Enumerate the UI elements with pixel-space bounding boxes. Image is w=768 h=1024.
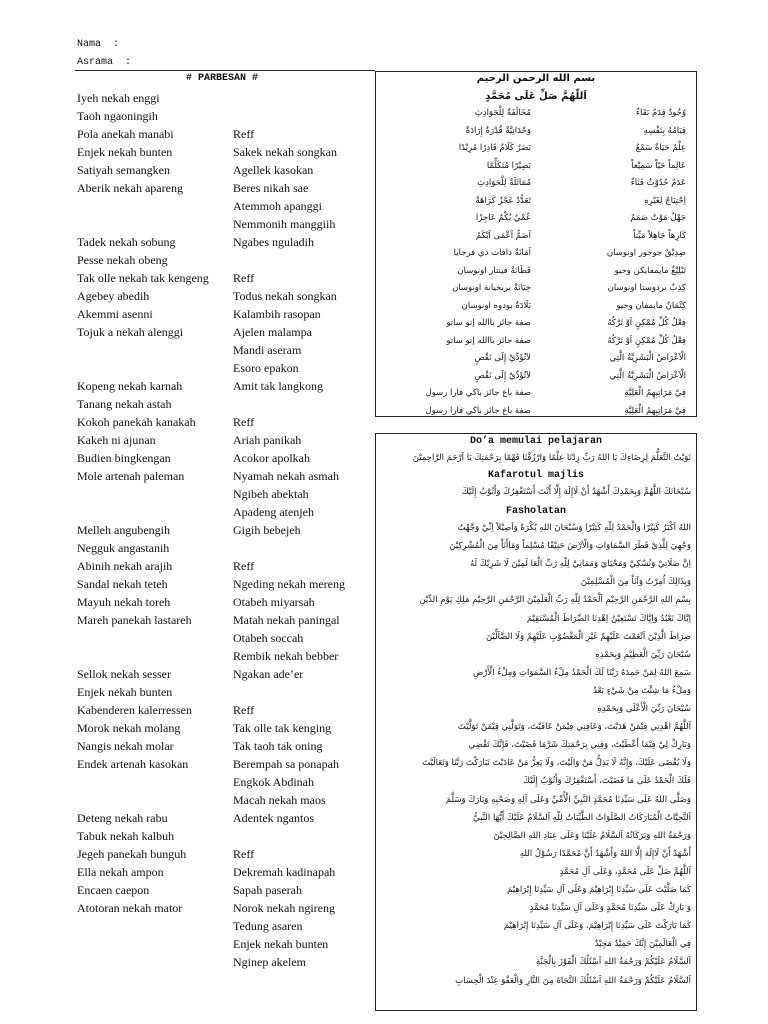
prayer-line: سُبْحَانَ رَبِّيَ الْأَعْلَى وَبِحَمْدِهِ bbox=[597, 704, 691, 714]
phrase-right: Acokor apolkah bbox=[233, 451, 310, 465]
sifat-right: كَارِهاً جَاهِلاً مَيِّتاً bbox=[633, 230, 686, 241]
sifat-right: الْاَعْرَاضُ الْبَشَرِيَّةُ الَّتِي bbox=[609, 353, 686, 363]
phrase-right: Agellek kasokan bbox=[233, 163, 314, 177]
sifat-right: الْاَعْرَاضُ الْبَشَرِيَّةُ الَّتِي bbox=[609, 370, 686, 381]
kafarat-title: Kafarotul majlis bbox=[487, 470, 584, 481]
phrase-right: Tedung asaren bbox=[233, 919, 303, 933]
sifat-right: قِيَامُهُ بِنَفْسِهِ bbox=[643, 125, 686, 136]
prayer-line: سَمِعَ اللهُ لِمَنْ حَمِدَهُ رَبَّنَا لَكَ الْحَمْدُ مِلْءُ السَّمَوَاتِ وَمِلْءُ الْأَرْضِ bbox=[472, 667, 691, 678]
sifat-right: كِذِبٌ بردوستا اونوسان bbox=[607, 283, 686, 293]
name-label: Nama bbox=[77, 39, 102, 50]
phrase-left: Tojuk a nekah alenggi bbox=[77, 325, 184, 339]
dorm-colon: : bbox=[125, 57, 132, 68]
phrase-left: Kokoh panekah kanakah bbox=[77, 415, 196, 429]
prayer-line: صِرَاطَ الَّذِيْنَ اَنْعَمْتَ عَلَيْهِمْ غَيْرِ الْمَغْضُوْبِ عَلَيْهِمْ وَلَا الضَّآلِّيْنَ bbox=[485, 631, 691, 642]
phrase-left: Sandal nekah teteh bbox=[77, 577, 168, 591]
sifat-right: فِيْ مَرَاتِبِهِمُ الْعَلِيَّةِ bbox=[624, 405, 686, 416]
sifat-right: كِتْمَانٌ مايمفان وحيو bbox=[616, 300, 686, 311]
sifat-left: صفة باغ جائز باڬي فارا رسول bbox=[425, 405, 531, 416]
fasholatan-title: Fasholatan bbox=[505, 506, 566, 517]
phrase-right: Matah nekah paningal bbox=[233, 613, 340, 627]
sifat-right: عَدَمٌ حُدُوْثٌ فَنَاءٌ bbox=[630, 178, 686, 188]
phrase-right: Kalambih rasopan bbox=[233, 307, 321, 321]
phrase-right: Todus nekah songkan bbox=[233, 289, 337, 303]
prayer-line: وَمِلْءُ مَا شِئْتَ مِنْ شَيْءٍ بَعْدُ bbox=[593, 685, 691, 696]
sifat-right: فِيْ مَرَاتِبِهِمُ الْعَلِيَّةِ bbox=[624, 388, 686, 398]
phrase-right: Enjek nekah bunten bbox=[233, 937, 329, 951]
phrase-left: Encaen caepon bbox=[77, 883, 150, 897]
sifat-right: جَهْلٌ مَوْتٌ صَمَمٌ bbox=[630, 213, 686, 223]
prayer-line: وَ بَارِكْ عَلَى سَيِّدِنَا مُحَمَّدٍ وَعَلَى آلِ سَيِّدِنَا مُحَمَّدٍ bbox=[529, 903, 691, 914]
phrase-right: Ajelen malampa bbox=[233, 325, 312, 339]
phrase-left: Ella nekah ampon bbox=[77, 865, 164, 879]
kafarat-text: سُبْحَانَكَ اللَّهُمَّ وَبِحَمْدِكَ أَشْهَدُ أَنْ لَاإِلَهَ إِلَّا أَنْتَ أَسْتَغْفِرُكَ وَأَتُوْبُ إِلَيْكَ bbox=[461, 487, 691, 497]
parbesan-title: # PARBESAN # bbox=[186, 73, 259, 84]
prayer-line: سُبْحَانَ رَبِّيَ الْعَظِيْمِ وَبِحَمْدِهِ bbox=[595, 649, 691, 660]
phrase-right: Reff bbox=[233, 127, 255, 141]
phrase-left: Deteng nekah rabu bbox=[77, 811, 168, 825]
phrase-left: Negguk angastanih bbox=[77, 541, 170, 555]
doa-text: نَوَيْتُ التَّعَلُّمَ لِرِضَاءِكَ يَا اللهُ رَبِّ زِدْنَا عِلْمًا وَارْزُقْنَا فَهْمًا بِرَحْمَتِكَ يَا اَرْحَمَ الرَّاحِمِيْنَ bbox=[412, 453, 691, 463]
phrase-right: Otabeh soccah bbox=[233, 631, 304, 645]
prayer-box bbox=[375, 433, 697, 1011]
phrase-left: Kakeh ni ajunan bbox=[77, 433, 156, 447]
sifat-left: بَلَادَةٌ بودوه اونوسان bbox=[461, 300, 531, 311]
phrase-right: Mandi aseram bbox=[233, 343, 302, 357]
phrase-left: Mareh panekah lastareh bbox=[77, 613, 192, 627]
sifat-left: صفة جائز باالله إتو ساتو bbox=[446, 318, 531, 328]
sifat-left: لاَتُؤَدِّيْ إِلَى نَقْصٍ bbox=[474, 370, 531, 381]
phrase-right: Macah nekah maos bbox=[233, 793, 326, 807]
phrase-right: Ngabes nguladih bbox=[233, 235, 314, 249]
phrase-left: Tabuk nekah kalbuh bbox=[77, 829, 175, 843]
phrase-left: Aberik nekah apareng bbox=[77, 181, 183, 195]
phrase-left: Kabenderen kalerressen bbox=[77, 703, 192, 717]
prayer-line: فِي الْعَالَمِيْنَ إِنَّكَ حَمِيْدٌ مَجِيْدٌ bbox=[594, 939, 691, 950]
phrase-right: Beres nikah sae bbox=[233, 181, 309, 195]
prayer-line: وَلَا يُقْضَى عَلَيْكَ، وَإِنَّهُ لَا يَذِلُّ مَنْ وَالَيْتَ، وَلَا يَعِزُّ مَنْ عَادَيْتَ تَبَارَكْتَ رَبَّنَا وَتَعَالَيْتَ bbox=[422, 758, 691, 769]
sifat-right: عَالِماً حَيّاً سَمِيْعاً bbox=[631, 160, 686, 171]
sifat-left: صفة جائز باالله إتو ساتو bbox=[446, 335, 531, 346]
phrase-left: Endek artenah kasokan bbox=[77, 757, 189, 771]
prayer-line: اَللَّهُمَّ صَلِّ عَلَى مُحَمَّدٍ، وَعَلَى آلِ مُحَمَّدٍ bbox=[559, 866, 691, 877]
phrase-right: Gigih bebejeh bbox=[233, 523, 301, 537]
prayer-line: اِنَّ صَلَاتِيْ وَنُسُكِيْ وَمَحْيَايَ وَمَمَاتِيْ لِلّهِ رَبِّ الْعَا لَمِيْنَ لَا شَرِيْكَ لَهُ bbox=[469, 559, 691, 570]
phrase-right: Nemmonih manggiih bbox=[233, 217, 336, 231]
sifat-left: بَصَرٌ كَلَامٌ قَادِرًا مُرِيْدًا bbox=[458, 143, 531, 153]
phrase-left: Akemmi asenni bbox=[77, 307, 153, 321]
phrase-right: Tak olle tak kenging bbox=[233, 721, 332, 735]
phrase-left: Atotoran nekah mator bbox=[77, 901, 183, 915]
phrase-right: Norok nekah ngireng bbox=[233, 901, 335, 915]
phrase-left: Agebey abedih bbox=[77, 289, 150, 303]
phrase-left: Melleh angubengih bbox=[77, 523, 170, 537]
sifat-left: تَعَدُّدٌ عَجْزٌ كَرَاهَةٌ bbox=[475, 195, 531, 206]
phrase-left: Jegeh panekah bunguh bbox=[77, 847, 187, 861]
phrase-right: Ariah panikah bbox=[233, 433, 302, 447]
sifat-right: صِدِيْقٌ جوجور اونوسان bbox=[606, 248, 686, 258]
phrase-left: Budien bingkengan bbox=[77, 451, 171, 465]
prayer-line: كَمَا صَلَّيْتَ عَلَى سَيِّدِنَا إِبْرَاهِيْمَ وَعَلَى آلِ سَيِّدِنَا إِبْرَاهِيْمَ bbox=[507, 885, 691, 895]
prayer-line: اَلسَّلَامُ عَلَيْكُمْ وَرَحْمَةُ اللهِ اَسْئَلُكَ الْفَوْزَ بِالْجَنَّةِ bbox=[535, 957, 691, 968]
phrase-right: Reff bbox=[233, 703, 255, 717]
prayer-line: فَلَكَ الْحَمْدُ عَلَى مَا قَضَيْتَ، أَسْتَغْفِرُكَ وَأَتُوْبُ إِلَيْكَ bbox=[522, 776, 691, 787]
phrase-right: Berempah sa ponapah bbox=[233, 757, 339, 771]
phrase-left: Mayuh nekah toreh bbox=[77, 595, 171, 609]
prayer-line: كَمَا بَارَكْتَ عَلَى سَيِّدِنَا إِبْرَاهِيْمَ، وَعَلَى آلِ سَيِّدِنَا إِبْرَاهِيْمَ bbox=[503, 921, 691, 932]
phrase-left: Nangis nekah molar bbox=[77, 739, 174, 753]
phrase-right: Nyamah nekah asmah bbox=[233, 469, 339, 483]
phrase-left: Satiyah semangken bbox=[77, 163, 170, 177]
sifat-left: خِيَانَةٌ بربخيانة اونوسان bbox=[452, 283, 531, 293]
sifat-right: وُجُودٌ قِدَمٌ بَقَاءٌ bbox=[636, 108, 686, 118]
prayer-line: أَشْهَدُ أَنْ لَاإِلَهَ إِلَّا اللهُ وَأَشْهَدُ أَنَّ مُحَمَّدًا رَسُوْلُ اللهِ bbox=[519, 848, 691, 859]
phrase-left: Tadek nekah sobung bbox=[77, 235, 176, 249]
sifat-left: صفة باغ جائز باڬي فارا رسول bbox=[425, 388, 531, 398]
sifat-left: وَحْدَانِيَّةٌ قُدْرَةٌ إِرَادَةٌ bbox=[465, 125, 531, 136]
phrase-right: Apadeng atenjeh bbox=[233, 505, 314, 519]
dorm-field bbox=[77, 57, 131, 68]
phrase-left: Kopeng nekah karnah bbox=[77, 379, 183, 393]
sifat-right: عِلْمٌ حَيَاةٌ سَمْعٌ bbox=[635, 143, 686, 153]
phrase-right: Atemmoh apanggi bbox=[233, 199, 322, 213]
sifat-right: فِعْلُ كُلِّ مُمْكِنٍ اَوْ تَرْكُهُ bbox=[607, 335, 686, 346]
phrase-left: Mole artenah paleman bbox=[77, 469, 185, 483]
phrase-right: Reff bbox=[233, 271, 255, 285]
prayer-line: اَلتَّحِيَّاتُ الْمُبَارَكَاتُ الصَّلَوَاتُ الطَّيِّبَاتُ لِلّهِ اَلسَّلَامُ عَلَيْكَ أَيُّهَا النَّبِيُّ bbox=[473, 812, 691, 823]
phrase-left: Abinih nekah arajih bbox=[77, 559, 173, 573]
sifat-right: اِحْتِيَاجٌ لِغَيْرِهِ bbox=[644, 195, 686, 206]
sifat-left: فَطَانَةٌ فينتار اونوسان bbox=[457, 265, 531, 276]
dorm-label: Asrama bbox=[77, 57, 114, 68]
phrase-left: Taoh ngaoningih bbox=[77, 109, 158, 123]
name-colon: : bbox=[113, 39, 120, 50]
prayer-line: وَبِذَالِكَ اُمِرْتُ وَاَنَاْ مِنَ الْمُسْلِمِيْنَ bbox=[580, 577, 691, 588]
sifat-left: اَمَانَةٌ دافات دي فرجايا bbox=[453, 248, 531, 258]
name-field bbox=[77, 39, 119, 50]
phrase-right: Rembik nekah bebber bbox=[233, 649, 339, 663]
phrase-right: Engkok Abdinah bbox=[233, 775, 314, 789]
phrase-left: Tanang nekah astah bbox=[77, 397, 172, 411]
phrase-right: Otabeh miyarsah bbox=[233, 595, 315, 609]
phrase-left: Enjek nekah bunten bbox=[77, 685, 173, 699]
basmalah: بسم الله الرحمن الرحيم bbox=[476, 73, 596, 84]
sifat-left: بَصِيْرًا مُتَكَلِّمًا bbox=[486, 160, 531, 171]
phrase-right: Sakek nekah songkan bbox=[233, 145, 337, 159]
sifat-left: اَصَمُّ اَعْمَى اَبْكَمُ bbox=[475, 230, 531, 241]
phrase-left: Pesse nekah obeng bbox=[77, 253, 168, 267]
prayer-line: وَجْهِيَ لِلَّذِيْ فَطَرَ السَّمَاوَاتِ وَالْاَرْضَ حَنِيْفًا مُسْلِماً وَمَاأَنَاْ مِنَ الْمُشْرِكِيْنَ bbox=[449, 541, 691, 552]
phrase-right: Tak taoh tak oning bbox=[233, 739, 323, 753]
phrase-right: Adentek ngantos bbox=[233, 811, 314, 825]
phrase-right: Ngakan ade’er bbox=[233, 667, 304, 681]
prayer-line: اَلسَّلَامُ عَلَيْكُمْ وَرَحْمَةُ اللهِ اَسْئَلُكَ النَّجَاةَ مِنَ النَّارِ وَالْعَفْوَ عِنْدَ الْحِسَابِ bbox=[455, 975, 691, 986]
doa-title: Do’a memulai pelajaran bbox=[469, 436, 603, 447]
phrase-right: Dekremah kadinapah bbox=[233, 865, 336, 879]
phrase-left: Iyeh nekah enggi bbox=[77, 91, 160, 105]
sifat-right: فِعْلُ كُلِّ مُمْكِنٍ اَوْ تَرْكُهُ bbox=[607, 318, 686, 328]
phrase-right: Ngeding nekah mereng bbox=[233, 577, 345, 591]
phrase-left: Pola anekah manabi bbox=[77, 127, 174, 141]
prayer-line: اِيَّاكَ نَعْبُدُ وَاِيَّاكَ نَسْتَعِيْنُ اِهْدِنَا الصِّرَاطَ الْمُسْتَقِيْمَ bbox=[526, 613, 691, 624]
left-column-top-rule bbox=[75, 70, 375, 71]
prayer-line: اللهُ اَكْبَرُ كَبِيْرًا وَالْحَمْدُ لِلّهِ كَثِيْرًا وَسُبْحَانَ اللهِ بُكْرَةً وَاَصِيْلاً اِنِّيْ وَجَّهْتُ bbox=[457, 523, 691, 533]
sifat-left: مُمَاثَلَةٌ لِلْحَوَادِثِ bbox=[477, 178, 531, 188]
salawat: اَللّهُمَّ صَلِّ عَلَى مُحَمَّدٍ bbox=[485, 91, 587, 102]
sifat-left: لاَتُؤَدِّيْ إِلَى نَقْصٍ bbox=[474, 353, 531, 363]
phrase-right: Sapah paserah bbox=[233, 883, 302, 897]
prayer-line: وَرَحْمَةُ اللهِ وَبَرَكَاتُهُ اَلسَّلَامُ عَلَيْنَا وَعَلَى عِبَادِ اللهِ الصَّالِحِيْنَ bbox=[493, 830, 691, 841]
phrase-right: Amit tak langkong bbox=[233, 379, 323, 393]
phrase-right: Reff bbox=[233, 847, 255, 861]
phrase-right: Ngibeh abektah bbox=[233, 487, 309, 501]
prayer-line: وَبَارِكْ لِيْ فِيْمَا أَعْطَيْتَ، وَقِنِي بِرَحْمَتِكَ شَرَّمَا قَضَيْتَ، فَإِنَّكَ تَقْضِي bbox=[468, 740, 691, 751]
sifat-left: مُخَالَفَةٌ لِلْحَوَادِثِ bbox=[474, 108, 531, 118]
phrase-right: Nginep akelem bbox=[233, 955, 306, 969]
phrase-right: Reff bbox=[233, 415, 255, 429]
prayer-line: بِسْمِ اللهِ الرَّحْمَنِ الرَّحِيْمِ اَلْحَمْدُ لِلّهِ رَبِّ الْعَلَمِيْنَ الرَّحْمَنِ الرَّحِيْمِ مَلِكِ يَوْمِ الدِّيْنِ bbox=[419, 595, 691, 606]
sifat-right: تَبْلِيْغٌ مايمفايكن وحيو bbox=[614, 265, 686, 276]
aqidah-box bbox=[375, 71, 697, 417]
prayer-line: وَصَلَّى اللهُ عَلَى سَيِّدِنَا مُحَمَّدٍ النَّبِيِّ الْأُمِّيِّ وَعَلَى آلِهِ وَصَحْبِهِ وَبَارَكَ وَسَلَّمَ bbox=[445, 794, 691, 805]
phrase-right: Reff bbox=[233, 559, 255, 573]
phrase-left: Morok nekah molang bbox=[77, 721, 181, 735]
phrase-left: Tak olle nekah tak kengeng bbox=[77, 271, 209, 285]
phrase-left: Enjek nekah bunten bbox=[77, 145, 173, 159]
phrase-left: Sellok nekah sesser bbox=[77, 667, 171, 681]
sifat-left: عُمْيٌ بُكْمٌ عَاجِزًا bbox=[475, 213, 531, 223]
prayer-line: اَللَّهُمَّ اهْدِنِي فِيْمَنْ هَدَيْتَ، وَعَافِنِي فِيْمَنْ عَافَيْتَ، وَتَوَلَّنِي فِيْمَنْ تَوَلَّيْتَ bbox=[457, 722, 691, 733]
phrase-right: Esoro epakon bbox=[233, 361, 299, 375]
